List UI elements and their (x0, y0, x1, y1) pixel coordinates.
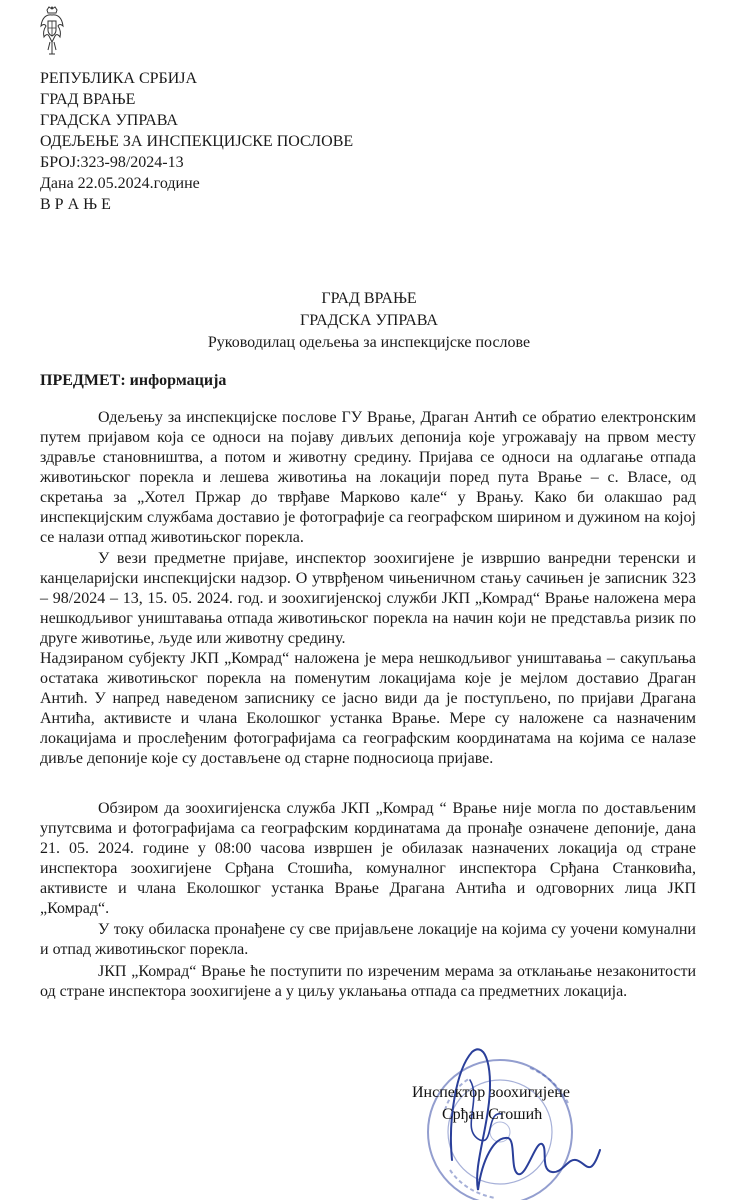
paragraph-inspection: У вези предметне пријаве, инспектор зоохигијене је извршио ванредни теренски и канцеларијски инспекцијски надзор. О утврђеном чињеничном стању сачињен је записник 323 – 98/2024 – 13, 15. 05. 2024. год. и зоохигијенској служби ЈКП „Комрад“ Врање наложена мера нешкодљивог уништавања отпада животињског порекла на начин који не представља ризик по друге животиње, људе или животну средину. (40, 550, 696, 647)
body-section-2 (40, 549, 696, 769)
signatory-title: Инспектор зоохигијене (412, 1084, 570, 1101)
paragraph-findings: У току обиласка пронађене су све пријављене локације на којима су уочени комунални и отпад животињског порекла. (40, 921, 696, 958)
header-country: РЕПУБЛИКА СРБИЈА (40, 70, 198, 87)
addressee-block (0, 288, 738, 354)
signatory-name: Срђан Стошић (442, 1106, 543, 1123)
paragraph-conclusion: ЈКП „Комрад“ Врање ће поступити по изреченим мерама за отклањање незаконитости од стране инспектора зоохигијене а у циљу уклањања отпада са предметних локација. (40, 963, 696, 1000)
paragraph-site-visit: Обзиром да зоохигијенска служба ЈКП „Комрад “ Врање није могла по достављеним упутсвима и фотографијама са географским кординатама да пронађе означене депоније, дана 21. 05. 2024. године у 08:00 часова извршен је обилазак назначених локација од стране инспектора зоохигијене Срђана Стошића, комуналног инспектора Срђана Станковића, активисте и члана Еколошког устанка Врање Драгана Антића и одговорних лица ЈКП „Комрад“. (40, 800, 696, 917)
subject-line: ПРЕДМЕТ: информација (40, 372, 227, 389)
paragraph-measures: Надзираном субјекту ЈКП „Комрад“ наложена је мера нешкодљивог уништавања – сакупљања остатака животињског порекла на поменутим локацијама које је мејлом доставио Драган Антић. У напред наведеном записнику се јасно види да је поступљено, по пријави Драгана Антића, активисте и члана Еколошког устанка Врање. Мере су наложене са назначеним локацијама и прослеђеним фотографијама са географским координатама на којима се налазе дивље депоније које су достављене од старне подносиоца пријаве. (40, 650, 696, 767)
body-section-4 (40, 920, 696, 960)
coat-of-arms-icon (40, 6, 64, 60)
signature-text (412, 1082, 570, 1126)
addressee-city: ГРАД ВРАЊЕ (321, 290, 417, 307)
signature-block (390, 1040, 630, 1200)
body-section-3 (40, 799, 696, 919)
body-section-5 (40, 962, 696, 1002)
addressee-administration: ГРАДСКА УПРАВА (300, 312, 438, 329)
header-date: Дана 22.05.2024.године (40, 175, 200, 192)
header-city: ГРАД ВРАЊЕ (40, 91, 136, 108)
paragraph-complaint: Одељењу за инспекцијске послове ГУ Врање, Драган Антић се обратио електронским путем пријавом која се односи на појаву дивљих депонија које угрожавају на првом месту здравље становништва, а потом и животну средину. Пријава се односи на одлагање отпада животињског порекла и лешева животиња на локацији поред пута Врање – с. Власе, од скретања за „Хотел Пржар до тврђаве Марково кале“ у Врању. Како би олакшао рад инспекцијским службама доставио је фотографије са географском ширином и дужином на којој се налази отпад животињског порекла. (40, 409, 696, 546)
addressee-recipient: Руководилац одељења за инспекцијске послове (207, 334, 531, 351)
header-place: В Р А Њ Е (40, 196, 111, 213)
header-department: ОДЕЉЕЊЕ ЗА ИНСПЕКЦИЈСКЕ ПОСЛОВЕ (40, 133, 354, 150)
document-header (40, 68, 353, 215)
header-administration: ГРАДСКА УПРАВА (40, 112, 178, 129)
header-reference-number: БРОЈ:323-98/2024-13 (40, 154, 184, 171)
body-section-1 (40, 408, 696, 548)
